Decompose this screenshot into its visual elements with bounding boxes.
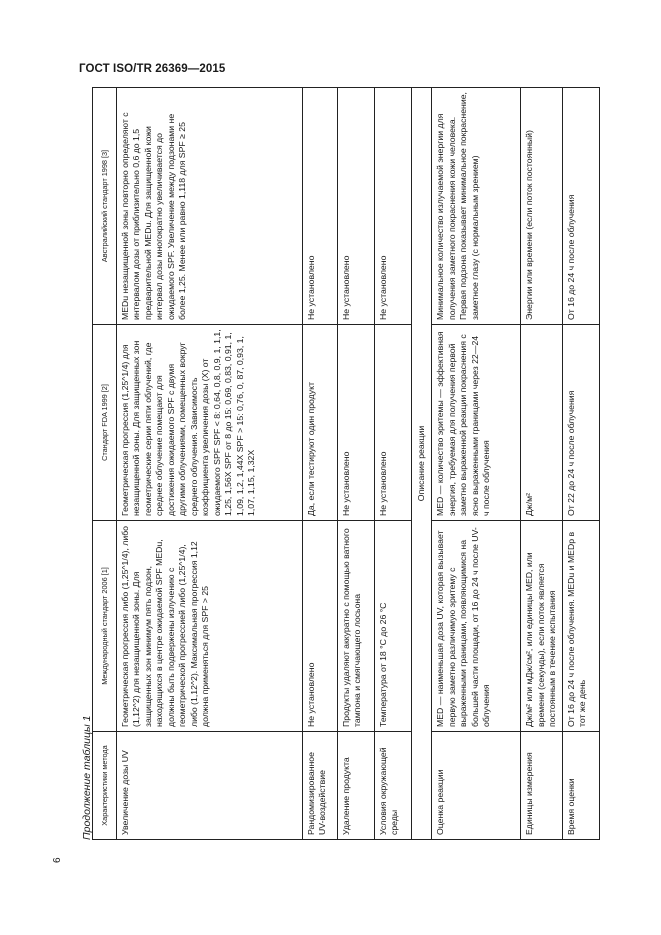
- column-header: Стандарт FDA 1999 [2]: [93, 325, 117, 521]
- table-row: [338, 88, 375, 840]
- table-row: [521, 88, 562, 840]
- table-row: [562, 88, 599, 840]
- cell-intl: От 16 до 24 ч после облучения. MEDu и MEDp в тот же день: [562, 521, 599, 732]
- section-row: [412, 88, 432, 840]
- document-code: ГОСТ ISO/TR 26369—2015: [79, 63, 226, 75]
- row-characteristic: Рандомизированное UV-воздействие: [303, 732, 338, 840]
- table-row: [117, 88, 303, 840]
- cell-intl: Продукты удаляют аккуратно с помощью ватного тампона и смягчающего лосьона: [338, 521, 375, 732]
- cell-intl: Не установлено: [303, 521, 338, 732]
- page-number: 6: [52, 857, 63, 863]
- comparison-table: [92, 87, 600, 840]
- table-row: [375, 88, 412, 840]
- cell-intl: MED — наименьшая доза UV, которая вызывает первую заметно различимую эритему с выраженными границами, появляющимися на большей части площади, от 16 до 24 ч после UV-облучения: [432, 521, 521, 732]
- row-characteristic: Оценка реакции: [432, 732, 521, 840]
- rotated-table-container: [92, 88, 588, 840]
- cell-aus: От 16 до 24 ч после облучения: [562, 88, 599, 325]
- table-caption: Продолжение таблицы 1: [81, 715, 93, 840]
- cell-fda: Дж/м²: [521, 325, 562, 521]
- cell-fda: Не установлено: [338, 325, 375, 521]
- table-row: [303, 88, 338, 840]
- cell-aus: Не установлено: [303, 88, 338, 325]
- column-header: Международный стандарт 2006 [1]: [93, 521, 117, 732]
- cell-aus: Минимальное количество излучаемой энергии для получения заметного покраснения кожи человека. Первая подзона показывает минимальное покраснение, заметное глазу (с нормальным зрением): [432, 88, 521, 325]
- cell-fda: MED — количество эритемы — эффективная энергия, требуемая для получения первой заметно выраженной реакции покраснения с ясно выраженными границами через 22—24 ч после облучения: [432, 325, 521, 521]
- cell-fda: Не установлено: [375, 325, 412, 521]
- row-characteristic: Единицы измерения: [521, 732, 562, 840]
- cell-aus: MEDu незащищенной зоны повторно определяют с интервалом дозы от приблизительно 0,6 до 1,5 предварительной MEDu. Для защищенной кожи интервал дозы многократно увеличивается до ожидаемого SPF. Увеличение между подзонами не более 1,25. Менее или равно 1,118 для SPF ≥ 25: [117, 88, 303, 325]
- cell-fda: Геометрическая прогрессия (1,25^1/4) для незащищенной зоны. Для защищенных зон геометрические серии пяти облучений, где среднее облучение помещают для достижения ожидаемого SPF с двумя другими облучениями, помещенных вокруг среднего облучения. Зависимость коэффициента увеличения дозы (X) от ожидаемого SPF SPF < 8: 0,64, 0,8, 0,9, 1, 1,1, 1,25, 1,56X SPF от 8 до 15: 0,69, 0,83, 0,91, 1, 1,09, 1,2, 1,44X SPF > 15: 0,76, 0, 87, 0,93, 1, 1,07, 1,15, 1,32X: [117, 325, 303, 521]
- column-header: Характеристики метода: [93, 732, 117, 840]
- column-header: Австралийский стандарт 1998 [3]: [93, 88, 117, 325]
- cell-aus: Не установлено: [338, 88, 375, 325]
- cell-fda: От 22 до 24 ч после облучения: [562, 325, 599, 521]
- cell-intl: Геометрическая прогрессия либо (1,25^1/4), либо (1,12^2) для незащищенной зоны. Для защищенных зон минимум пять подзон, находящихся в центре ожидаемой SPF MEDu, должны быть подвержены излучению с геометрической прогрессией либо (1,25^1/4), либо (1,12^2). Максимальная прогрессия 1,12 должна применяться для SPF > 25: [117, 521, 303, 732]
- section-title: Описание реакции: [412, 88, 432, 840]
- row-characteristic: Увеличение дозы UV: [117, 732, 303, 840]
- cell-intl: Дж/м² или мДж/см², или единицы MED, или времени (секунды), если поток является постоянным в течение испытания: [521, 521, 562, 732]
- cell-intl: Температура от 18 °C до 26 °C: [375, 521, 412, 732]
- cell-aus: Не установлено: [375, 88, 412, 325]
- cell-aus: Энергии или времени (если поток постоянный): [521, 88, 562, 325]
- cell-fda: Да, если тестируют один продукт: [303, 325, 338, 521]
- row-characteristic: Удаление продукта: [338, 732, 375, 840]
- table-header-row: [93, 88, 117, 840]
- row-characteristic: Время оценки: [562, 732, 599, 840]
- table-row: [432, 88, 521, 840]
- row-characteristic: Условия окружающей среды: [375, 732, 412, 840]
